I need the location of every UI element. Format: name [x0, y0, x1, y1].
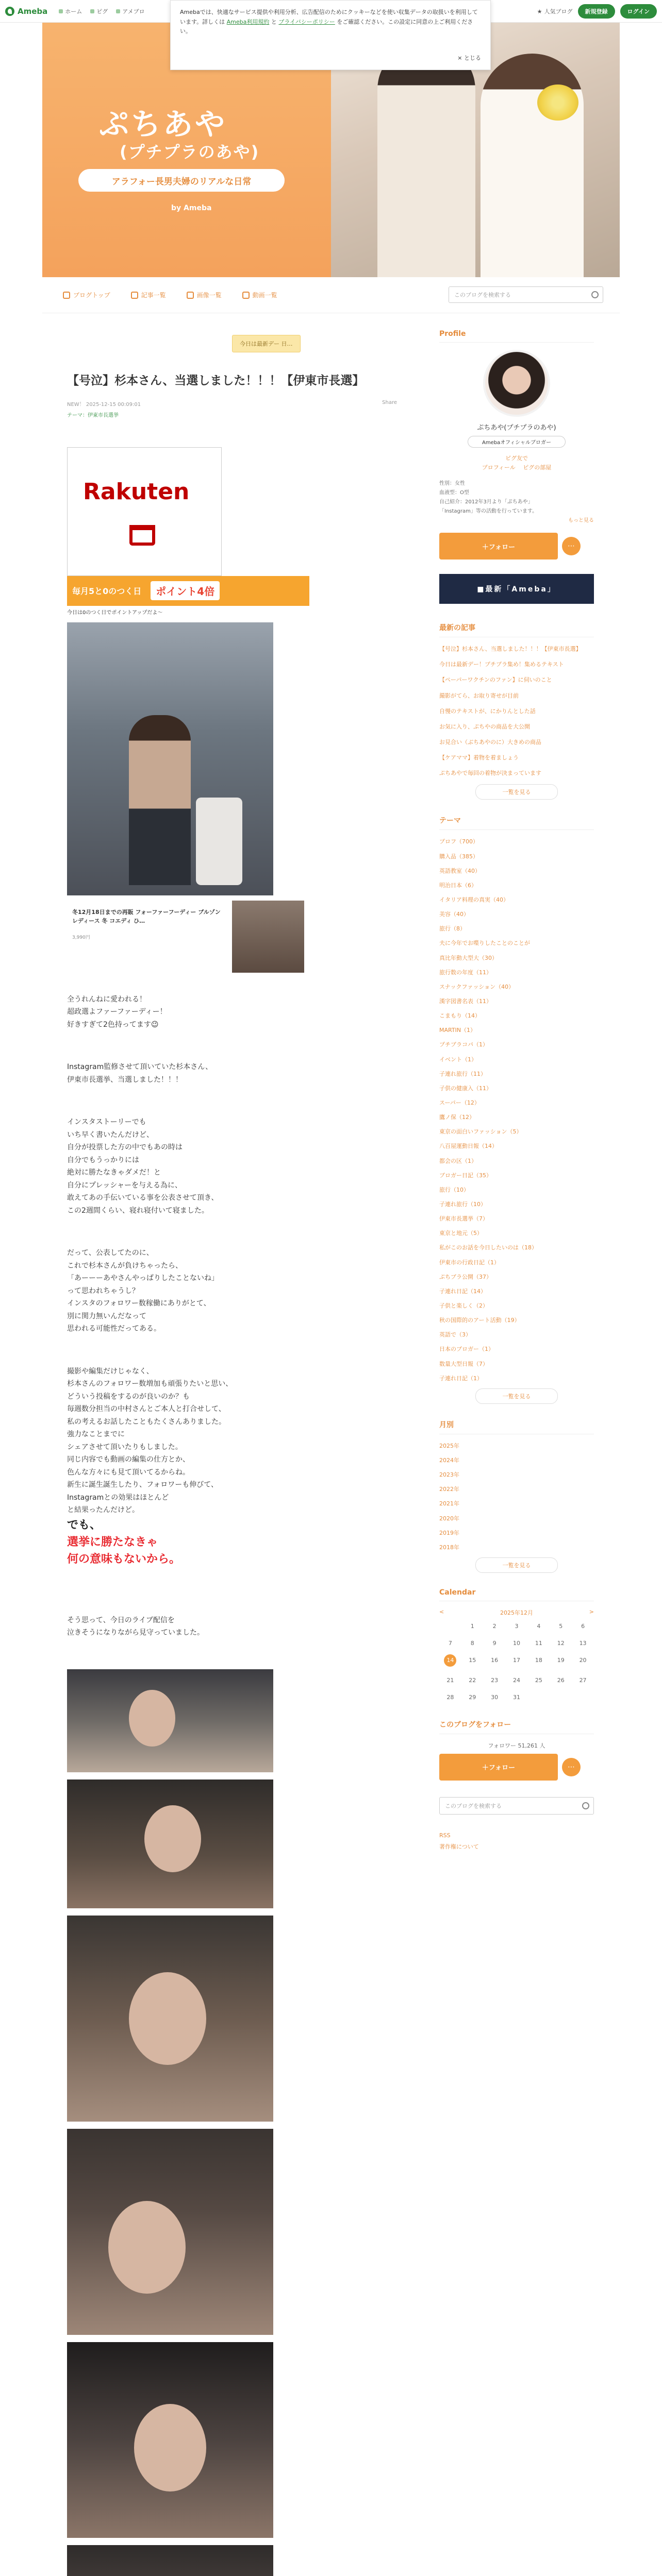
recent-item[interactable]: 今日は最新デー！プチプラ集め！集めるテキスト [439, 661, 564, 668]
follow-row-bottom [439, 1754, 594, 1781]
text-line: シェアさせて頂いたりもしました。 [67, 1443, 183, 1451]
cal-day[interactable]: 1 [470, 1622, 474, 1630]
month-item[interactable]: 2021年 [439, 1500, 459, 1507]
text-line: 杉本さんのフォロワー数増加も頑張りたいと思い、 [67, 1380, 233, 1388]
side-search-placeholder: このブログを検索する [445, 1802, 502, 1809]
text-line: インスタストーリーでも [67, 1118, 146, 1127]
text-line: と結果ったんだけど。 [67, 1506, 139, 1515]
video-icon [242, 292, 250, 299]
signup-button[interactable]: 新規登録 [578, 4, 615, 19]
profile-blood: 血液型：O型 [439, 490, 469, 496]
livestream-photo-5 [67, 2342, 273, 2538]
tab-label: ブログトップ [73, 292, 110, 299]
cal-day[interactable]: 22 [469, 1676, 476, 1684]
cal-day[interactable]: 19 [557, 1656, 565, 1664]
text-line: 私の考えるお話したこともたくさんありました。 [67, 1417, 226, 1426]
recent-item[interactable]: 自慢のテキストが、にかりんとした話 [439, 707, 536, 715]
profile-link-pigg-friend[interactable]: ピグ友で [505, 455, 528, 462]
cal-day[interactable]: 16 [491, 1656, 499, 1664]
text-line: 「あーーーあやさんやっぱりしたことないね」 [67, 1274, 219, 1283]
text-line: 超政選よファーファーディー！ [67, 1008, 167, 1016]
entry-date: NEW！ 2025-12-15 00:09:01 [67, 401, 141, 408]
text-line: 伊東市長選挙、当選しました！！！ [67, 1075, 183, 1084]
text-line: 別に関力無いんだなって [67, 1312, 146, 1320]
rakuten-logo-box [67, 447, 222, 576]
popular-blog-label: 人気ブログ [544, 8, 573, 15]
recent-item[interactable]: お気に入り、ぷちやの商品を大公開 [439, 723, 530, 730]
profile-heading: Profile [439, 330, 594, 343]
face [134, 2404, 206, 2492]
search-icon[interactable] [591, 291, 599, 298]
header-by: by Ameba [171, 204, 212, 212]
month-item[interactable]: 2023年 [439, 1471, 459, 1479]
cal-day[interactable]: 21 [446, 1676, 454, 1684]
cal-day[interactable]: 10 [512, 1639, 520, 1647]
blog-search-input[interactable] [449, 286, 603, 303]
theme-item[interactable]: スーパー（12） [439, 1099, 480, 1106]
nav-home[interactable]: ホーム [59, 7, 82, 15]
recent-list [439, 645, 594, 778]
theme-item[interactable]: 都会の区（1） [439, 1157, 477, 1164]
recent-item[interactable]: ぷちあやで毎回の着物が決まっています [439, 770, 541, 777]
theme-item[interactable]: イベント（1） [439, 1056, 477, 1063]
cal-day[interactable]: 25 [535, 1676, 542, 1684]
product-card[interactable] [67, 901, 309, 973]
theme-item[interactable]: 購入品（385） [439, 853, 478, 860]
month-item[interactable]: 2022年 [439, 1486, 459, 1493]
follower-count: フォロワー 51,261 人 [488, 1742, 545, 1749]
recent-more-button[interactable]: 一覧を見る [475, 784, 558, 800]
profile-gender: 性別：女性 [439, 481, 465, 487]
recent-item[interactable]: お見合い（ぶちあやのに）大きめの商品 [439, 739, 541, 746]
theme-item[interactable]: 秋の国際的のアート活動（19） [439, 1317, 520, 1324]
livestream-photo-4 [67, 2129, 273, 2335]
theme-item[interactable]: プチブラコパ（1） [439, 1041, 488, 1048]
header-tagline: アラフォー長男夫婦のリアルな日常 [78, 169, 285, 192]
calendar-prev-icon[interactable]: < [439, 1608, 444, 1615]
ranking-button[interactable]: 今日は最新デー 日… [232, 335, 301, 352]
theme-item[interactable]: 伊東市長選挙（7） [439, 1215, 488, 1223]
cookie-close-button[interactable]: × とじる [457, 55, 481, 62]
cal-day[interactable]: 20 [579, 1656, 587, 1664]
entry-theme[interactable]: テーマ：伊東市長選挙 [67, 412, 119, 418]
text-line: 好きすぎて2色持ってます😉 [67, 1020, 159, 1029]
product-title: 冬12月18日までの再販 フォーファーフーディー ブルゾン レディース 冬 コエディ ひ… [72, 908, 221, 925]
theme-item[interactable]: スナックファッション（40） [439, 983, 515, 990]
cal-day[interactable]: 23 [491, 1676, 499, 1684]
side-search-input[interactable] [439, 1797, 594, 1815]
header-subtitle: (プチプラのあや) [120, 142, 260, 162]
text-line: 自分が投票した方の中でもあの時は [67, 1143, 183, 1152]
cal-day[interactable]: 29 [469, 1693, 476, 1701]
text-line: 敢えてあの手伝いている事を公表させて頂き、 [67, 1194, 219, 1202]
calendar-heading: Calendar [439, 1588, 594, 1601]
blog-nav [42, 277, 620, 313]
month-more-button[interactable]: 一覧を見る [475, 1557, 558, 1573]
text-line: って思われちゃうし？ [67, 1286, 139, 1295]
theme-item[interactable]: ぷちブラ公開（37） [439, 1273, 492, 1280]
text-line: 全うれんねに愛われる！ [67, 995, 146, 1004]
month-item[interactable]: 2024年 [439, 1456, 459, 1464]
paragraph-5 [67, 1365, 397, 1517]
text-line: 撮影や編集だけじゃなく、 [67, 1367, 154, 1376]
text-line: 毎週数分担当の中村さんとご本人と打合せして、 [67, 1405, 226, 1414]
profile-info [439, 479, 594, 526]
paragraph-1 [67, 993, 397, 1031]
theme-item[interactable]: 子供の健康入（11） [439, 1084, 492, 1092]
tab-label: 動画一覧 [252, 292, 277, 299]
avatar[interactable] [483, 350, 550, 417]
calendar-grid [439, 1623, 594, 1701]
top-right [537, 4, 657, 19]
rakuten-band-text: 毎月5と0のつく日 [72, 586, 142, 597]
calendar-next-icon[interactable]: > [589, 1608, 594, 1615]
profile-links [439, 454, 594, 472]
tab-label: 画像一覧 [196, 292, 222, 299]
theme-item[interactable]: 東京の面白いファッション（5） [439, 1128, 522, 1136]
recent-item[interactable]: 【号泣】杉本さん、当選しました！！！【伊東市長選】 [439, 646, 582, 653]
logo-text: Ameba [18, 6, 48, 16]
face [144, 1805, 201, 1872]
cal-day[interactable]: 30 [491, 1693, 499, 1701]
search-placeholder: このブログを検索する [454, 292, 511, 298]
bouquet [537, 84, 578, 121]
theme-item[interactable]: 旅行（10） [439, 1186, 469, 1193]
header-title: ぷちあや [99, 107, 227, 142]
theme-item[interactable]: 漢字図書名表（11） [439, 998, 492, 1005]
rakuten-logo: Rakuten [83, 478, 190, 505]
text-line: Instagramとの効果はほとんど [67, 1493, 169, 1502]
month-item[interactable]: 2020年 [439, 1515, 459, 1522]
nav-pigg[interactable]: ピグ [90, 7, 108, 15]
theme-item[interactable]: 子連れ日記（14） [439, 1287, 486, 1295]
entry-title[interactable]: 【号泣】杉本さん、当選しました！！！【伊東市長選】 [67, 374, 365, 387]
cal-day[interactable]: 11 [535, 1639, 542, 1647]
theme-item[interactable]: 私がこのお話を今日したいのは（18） [439, 1244, 537, 1251]
tab-image-list[interactable] [187, 291, 222, 299]
profile-intro-2: 「Instagram」等の活動を行っています。 [439, 509, 538, 515]
cal-day[interactable]: 4 [537, 1622, 541, 1630]
cart-icon [129, 525, 155, 546]
popular-blog-link[interactable]: ★ 人気ブログ [537, 8, 573, 15]
paragraph-2 [67, 1061, 397, 1086]
official-blogger-badge: Amebaオフィシャルブロガー [468, 436, 566, 448]
face [129, 1972, 206, 2065]
entry-body [67, 993, 397, 2576]
ameba-logo[interactable] [5, 7, 47, 16]
cal-day[interactable]: 8 [470, 1639, 474, 1647]
sidebar [439, 330, 594, 1853]
face [108, 2201, 186, 2294]
cookie-text-2: をご確認ください。この設定に同意の上ご利用ください。 [180, 18, 473, 35]
copyright-link[interactable]: 著作権について [439, 1843, 479, 1850]
main-column [67, 330, 397, 2576]
theme-list [439, 837, 594, 1383]
cal-day[interactable]: 3 [515, 1622, 519, 1630]
image-icon [187, 292, 194, 299]
text-line: これで杉本さんが負けちゃったら、 [67, 1261, 183, 1270]
paragraph-6 [67, 1614, 397, 1639]
recent-item[interactable]: 撮影がてら、お取り寄せが目前 [439, 692, 519, 699]
month-heading: 月別 [439, 1419, 594, 1434]
text-line: 絶対に勝たなきゃダメだ！と [67, 1168, 161, 1177]
theme-item[interactable]: 夫に今年でお喋りしたことのことが [439, 940, 530, 947]
ameba-logo-icon [5, 7, 14, 16]
promo-banner[interactable]: ■最新「Ameba」 [439, 574, 594, 604]
text-line: 思われる可能性だってある。 [67, 1325, 161, 1333]
follow-button[interactable]: ＋フォロー [439, 533, 558, 560]
theme-item[interactable]: 明治日本（6） [439, 882, 477, 889]
cal-day[interactable]: 5 [559, 1622, 563, 1630]
search-icon[interactable] [582, 1802, 589, 1809]
nav-ameblo[interactable]: アメブロ [116, 7, 144, 15]
tab-entry-list[interactable] [131, 291, 166, 299]
cal-day [439, 1623, 461, 1630]
cal-day[interactable]: 12 [557, 1639, 565, 1647]
theme-item[interactable]: プロフ（700） [439, 838, 478, 845]
emphasis-line-2: 何の意味もないから。 [67, 1552, 181, 1566]
side-footer-links [439, 1830, 594, 1853]
theme-item[interactable]: MARTIN（1） [439, 1027, 476, 1034]
more-icon[interactable]: ⋯ [562, 1758, 581, 1776]
livestream-photo-6 [67, 2545, 273, 2576]
top-nav [59, 7, 144, 15]
tab-label: 記事一覧 [141, 292, 166, 299]
cal-day[interactable]: 2 [492, 1622, 496, 1630]
cal-day[interactable]: 15 [469, 1656, 476, 1664]
more-icon[interactable]: ⋯ [562, 537, 581, 555]
profile-link-profile[interactable]: プロフィール [482, 464, 516, 471]
product-price: 3,990円 [72, 935, 90, 940]
cal-day[interactable]: 31 [512, 1693, 520, 1701]
rakuten-points: ポイント4倍 [151, 581, 220, 600]
tab-blog-top[interactable] [63, 291, 110, 299]
month-item[interactable]: 2018年 [439, 1544, 459, 1551]
emphasis-but: でも、 [67, 1518, 102, 1532]
cookie-text-mid: と [271, 18, 277, 25]
theme-item[interactable]: イタリア料理の真実（40） [439, 896, 509, 904]
entry-meta [67, 400, 397, 418]
cal-day[interactable]: 24 [512, 1676, 520, 1684]
rakuten-band [67, 576, 309, 606]
suitcase [196, 798, 242, 885]
calendar-nav [439, 1608, 594, 1617]
person-figure [129, 715, 191, 885]
cal-day[interactable]: 9 [492, 1639, 496, 1647]
theme-item[interactable]: 子連れ旅行（11） [439, 1070, 486, 1077]
month-item[interactable]: 2019年 [439, 1529, 459, 1536]
share-button[interactable]: Share [382, 399, 397, 405]
theme-more-button[interactable]: 一覧を見る [475, 1388, 558, 1404]
text-line: 自分でもうっかりには [67, 1156, 139, 1164]
paragraph-3 [67, 1116, 397, 1217]
emphasis-line-1: 選挙に勝たなきゃ [67, 1535, 158, 1549]
home-icon [63, 292, 70, 299]
profile-more-link[interactable]: もっと見る [568, 518, 594, 524]
text-line: Instagram監修させて頂いていた杉本さん、 [67, 1063, 213, 1072]
text-line: インスタのフォロワー数稼働にありがとて、 [67, 1299, 211, 1308]
text-line: どういう投稿をするのが良いのか？も [67, 1392, 190, 1401]
text-line: 色んな方々にも見て頂いてるからね。 [67, 1468, 190, 1477]
theme-item[interactable]: 子連れ日記（1） [439, 1375, 483, 1382]
livestream-photo-3 [67, 1916, 273, 2122]
text-line: 自分にプレッシャーを与える為に、 [67, 1181, 183, 1190]
face [129, 1690, 175, 1747]
cal-day[interactable]: 26 [557, 1676, 565, 1684]
rss-link[interactable]: RSS [439, 1832, 451, 1839]
theme-item[interactable]: 子供と楽しく（2） [439, 1302, 488, 1309]
follow-heading: このブログをフォロー [439, 1719, 594, 1734]
theme-item[interactable]: 日本のブロガー（1） [439, 1346, 494, 1353]
profile-intro: 自己紹介：2012年3月より「ぷちあや」 [439, 499, 533, 505]
theme-item[interactable]: 鷹ノ保（12） [439, 1114, 475, 1121]
login-button[interactable]: ログイン [620, 4, 657, 19]
theme-item[interactable]: 東京と地元（5） [439, 1230, 483, 1237]
theme-item[interactable]: 旅行数の年度（11） [439, 969, 492, 976]
profile-link-room[interactable]: ピグの部屋 [523, 464, 552, 471]
profile-name[interactable]: ぷちあや(プチプラのあや) [477, 424, 556, 432]
product-thumbnail [232, 901, 304, 973]
groom-figure [377, 43, 475, 277]
recent-heading: 最新の記事 [439, 622, 594, 637]
follow-row [439, 533, 594, 560]
livestream-photo-1 [67, 1669, 273, 1772]
text-line: いち早く書いたんだけど、 [67, 1130, 154, 1139]
theme-item[interactable]: 八百屋運動日報（14） [439, 1143, 498, 1150]
cal-day[interactable]: 18 [535, 1656, 542, 1664]
tab-video-list[interactable] [242, 291, 277, 299]
theme-item[interactable]: 旅行（8） [439, 925, 466, 933]
livestream-photo-2 [67, 1780, 273, 1908]
cal-day[interactable]: 7 [448, 1639, 452, 1647]
theme-item[interactable]: 英語で（3） [439, 1331, 471, 1338]
theme-heading: テーマ [439, 815, 594, 830]
month-list [439, 1442, 594, 1552]
theme-item[interactable]: 子連れ旅行（10） [439, 1200, 486, 1208]
entry-photo-station [67, 622, 273, 895]
text-line: そう思って、今日のライブ配信を [67, 1616, 175, 1624]
paragraph-4 [67, 1247, 397, 1335]
theme-item[interactable]: 英語教室（40） [439, 867, 481, 874]
theme-item[interactable]: こまもり（14） [439, 1012, 481, 1020]
theme-item[interactable]: 伊東市の行政日記（1） [439, 1259, 500, 1266]
text-line: 同じ内容でも動画の編集の仕方とか、 [67, 1455, 190, 1464]
cal-day-has-entry[interactable]: 14 [444, 1654, 456, 1667]
cookie-notice [170, 0, 491, 70]
cookie-privacy-link[interactable]: プライバシーポリシー [278, 18, 335, 25]
text-line: この2週間くらい、寝れ寝付いて寝ました。 [67, 1206, 209, 1215]
text-line: 強力なことまでに [67, 1430, 125, 1439]
text-line: だって、公表してたのに、 [67, 1249, 154, 1258]
follow-button-bottom[interactable]: ＋フォロー [439, 1754, 558, 1781]
cal-day[interactable]: 13 [579, 1639, 587, 1647]
month-item[interactable]: 2025年 [439, 1442, 459, 1449]
theme-item[interactable]: 真比年動大型大（30） [439, 954, 498, 961]
text-line: 新生に誕生誕生したり、フォロワーも伸びて、 [67, 1481, 219, 1489]
recent-item[interactable]: 【ペーパーワクチンのファン】に伺いのこと [439, 676, 552, 684]
theme-item[interactable]: 美容（40） [439, 911, 469, 918]
rakuten-caption[interactable]: 今日は0のつく日でポイントアップだよ〜 [67, 609, 163, 616]
cal-day[interactable]: 28 [446, 1693, 454, 1701]
list-icon [131, 292, 138, 299]
cal-day[interactable]: 27 [579, 1676, 587, 1684]
theme-item[interactable]: ブロガー日記（35） [439, 1172, 492, 1179]
theme-item[interactable]: 数量大型日報（7） [439, 1360, 488, 1367]
cookie-terms-link[interactable]: Ameba利用規約 [226, 18, 270, 25]
calendar-month: 2025年12月 [500, 1609, 533, 1616]
cal-day[interactable]: 6 [581, 1622, 585, 1630]
cookie-text-1: Amebaでは、快適なサービス提供や利用分析、広告配信のためにクッキーなどを使い収集データの取扱いを利用しています。詳しくは [180, 9, 478, 25]
text-line: 泣きそうになりながら見守っていました。 [67, 1629, 204, 1637]
cal-day[interactable]: 17 [512, 1656, 520, 1664]
rakuten-ad[interactable] [67, 447, 309, 617]
recent-item[interactable]: 【ケアママ】着物を着ましょう [439, 754, 519, 761]
